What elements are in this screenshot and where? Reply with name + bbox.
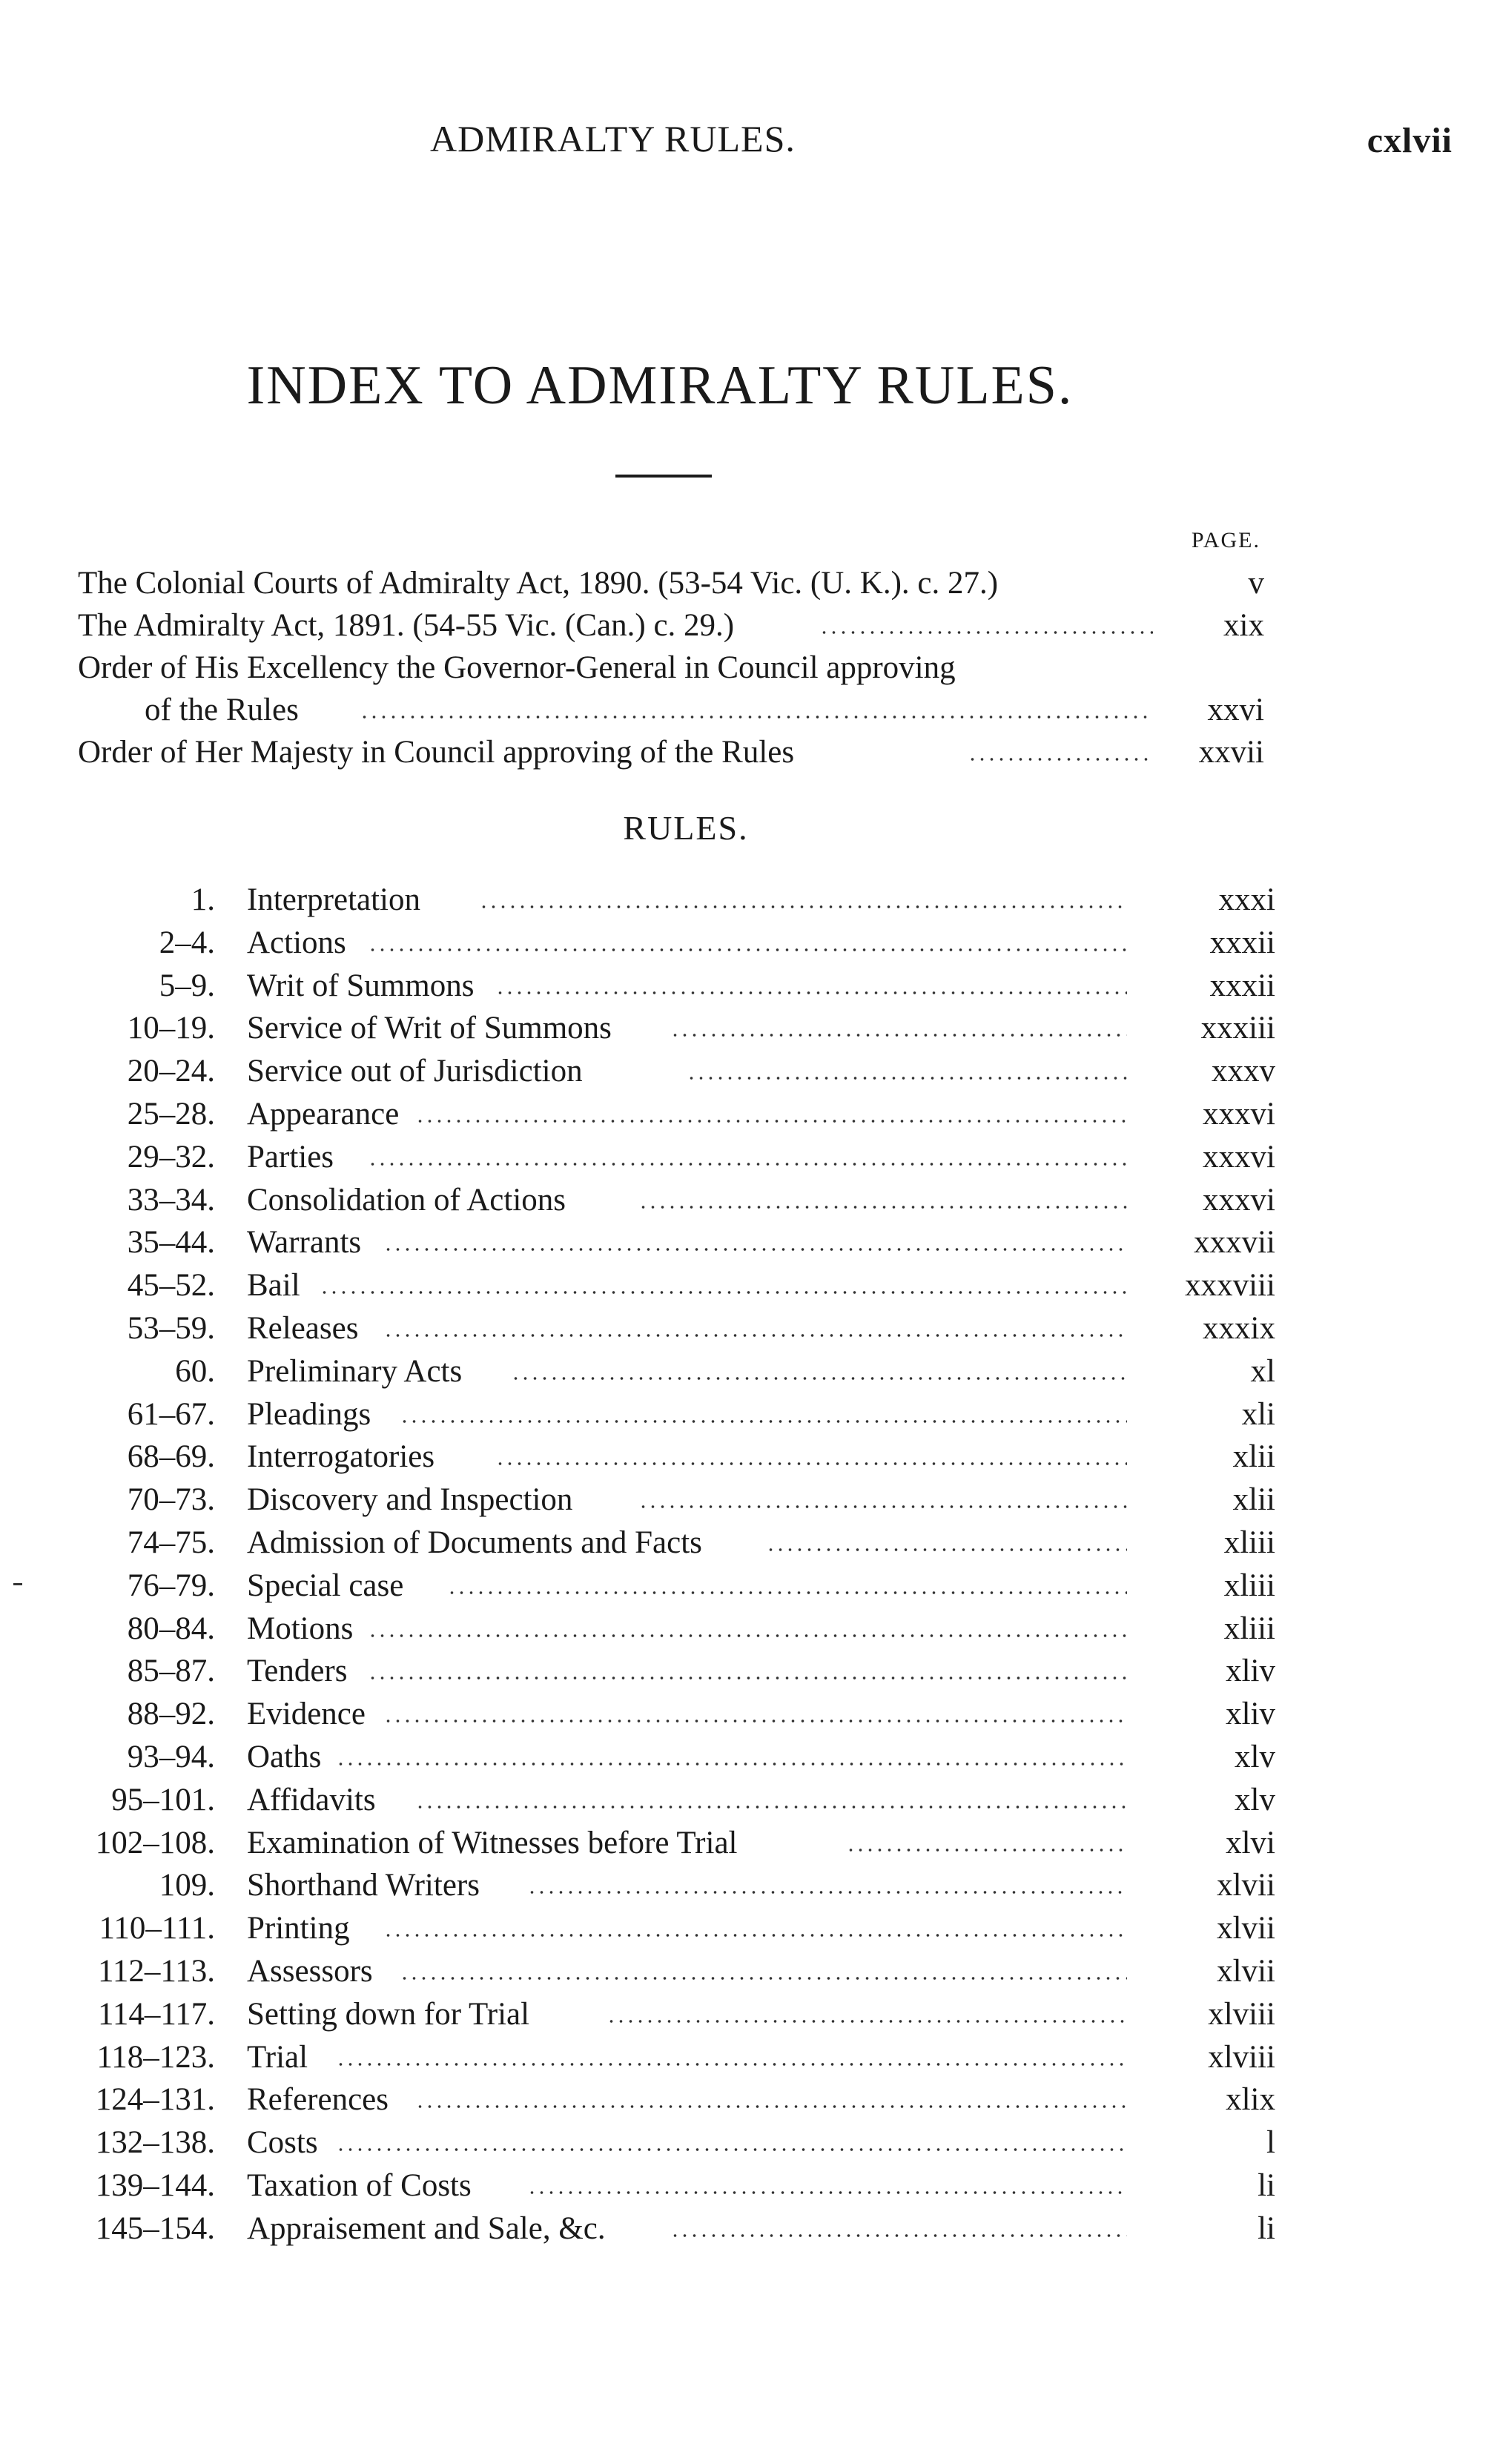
rule-entry bbox=[0, 1864, 1275, 1907]
dot-leader bbox=[447, 1590, 1127, 1596]
title-divider bbox=[615, 475, 712, 478]
rule-number: 33–34. bbox=[127, 1182, 215, 1218]
dot-leader bbox=[415, 1804, 1127, 1810]
rule-title: Writ of Summons bbox=[247, 968, 475, 1003]
rule-entry bbox=[0, 1350, 1275, 1393]
rule-page: xliv bbox=[1226, 1697, 1275, 1732]
rule-entry bbox=[0, 1907, 1275, 1950]
preliminary-entry bbox=[78, 604, 1264, 647]
dot-leader bbox=[638, 1204, 1127, 1210]
rule-title: Printing bbox=[247, 1911, 350, 1946]
rule-number: 118–123. bbox=[96, 2039, 215, 2075]
entry-title: The Colonial Courts of Admiralty Act, 1890. (53-54 Vic. (U. K.). c. 27.) bbox=[78, 566, 999, 601]
rule-entry bbox=[0, 1779, 1275, 1822]
rule-number: 85–87. bbox=[127, 1654, 215, 1689]
margin-mark bbox=[13, 1583, 22, 1585]
rule-page: xlii bbox=[1232, 1482, 1275, 1518]
preliminary-entries bbox=[78, 562, 1264, 773]
dot-leader bbox=[336, 2147, 1127, 2153]
rule-title: Bail bbox=[247, 1268, 300, 1304]
rule-title: Warrants bbox=[247, 1225, 362, 1261]
dot-leader bbox=[819, 630, 1153, 635]
rule-page: xxxvii bbox=[1194, 1225, 1275, 1261]
rule-title: Releases bbox=[247, 1310, 359, 1346]
rule-number: 132–138. bbox=[95, 2125, 215, 2161]
rule-page: xlvii bbox=[1217, 1953, 1275, 1989]
rule-entry bbox=[0, 1007, 1275, 1050]
dot-leader bbox=[336, 2061, 1127, 2067]
rule-number: 145–154. bbox=[95, 2210, 215, 2246]
dot-leader bbox=[638, 1504, 1127, 1510]
rule-title: Pleadings bbox=[247, 1396, 371, 1432]
dot-leader bbox=[320, 1289, 1127, 1295]
rule-title: Service of Writ of Summons bbox=[247, 1011, 612, 1046]
rule-number: 139–144. bbox=[95, 2167, 215, 2203]
rule-entry bbox=[0, 1950, 1275, 1993]
entry-title: Order of Her Majesty in Council approving of the Rules bbox=[78, 735, 795, 770]
rule-number: 74–75. bbox=[127, 1525, 215, 1560]
dot-leader bbox=[527, 1889, 1127, 1895]
page-title: INDEX TO ADMIRALTY RULES. bbox=[246, 355, 1074, 416]
rule-page: xlviii bbox=[1208, 2039, 1275, 2075]
rule-number: 112–113. bbox=[97, 1953, 215, 1989]
rule-entry bbox=[0, 1136, 1275, 1179]
rule-title: Tenders bbox=[247, 1654, 348, 1689]
rule-title: Taxation of Costs bbox=[247, 2167, 472, 2203]
dot-leader bbox=[479, 904, 1127, 910]
rule-entry bbox=[0, 2164, 1275, 2207]
rule-page: xliii bbox=[1223, 1568, 1275, 1603]
rule-page: xli bbox=[1241, 1396, 1275, 1432]
rule-number: 68–69. bbox=[127, 1439, 215, 1475]
dot-leader bbox=[383, 1718, 1127, 1724]
dot-leader bbox=[687, 1075, 1127, 1081]
entry-page: xxvii bbox=[1198, 735, 1264, 770]
dot-leader bbox=[495, 990, 1127, 996]
rules-index-list bbox=[0, 879, 1275, 2250]
dot-leader bbox=[368, 1161, 1127, 1167]
preliminary-entry bbox=[78, 562, 1264, 604]
entry-title: The Admiralty Act, 1891. (54-55 Vic. (Can.) c. 29.) bbox=[78, 608, 735, 643]
rule-title: Examination of Witnesses before Trial bbox=[247, 1825, 738, 1860]
rule-entry bbox=[0, 1993, 1275, 2036]
rule-entry bbox=[0, 1393, 1275, 1436]
rule-number: 76–79. bbox=[127, 1568, 215, 1603]
rule-number: 53–59. bbox=[127, 1310, 215, 1346]
dot-leader bbox=[336, 1761, 1127, 1767]
rule-title: Shorthand Writers bbox=[247, 1868, 480, 1903]
rule-number: 20–24. bbox=[127, 1054, 215, 1089]
dot-leader bbox=[360, 714, 1153, 720]
rule-number: 93–94. bbox=[127, 1739, 215, 1774]
dot-leader bbox=[383, 1932, 1127, 1938]
rule-page: xlv bbox=[1235, 1782, 1275, 1817]
entry-title: Order of His Excellency the Governor-General in Council approving bbox=[78, 650, 956, 685]
rule-number: 60. bbox=[175, 1353, 215, 1389]
rule-entry bbox=[0, 1264, 1275, 1307]
rule-page: xxxviii bbox=[1185, 1268, 1275, 1304]
rule-number: 114–117. bbox=[97, 1996, 215, 2032]
dot-leader bbox=[368, 947, 1127, 953]
dot-leader bbox=[495, 1461, 1127, 1467]
rule-title: Setting down for Trial bbox=[247, 1996, 530, 2032]
dot-leader bbox=[368, 1633, 1127, 1639]
rule-entry bbox=[0, 2036, 1275, 2079]
rule-number: 110–111. bbox=[99, 1911, 215, 1946]
preliminary-entry bbox=[78, 647, 1264, 689]
rule-entry bbox=[0, 2078, 1275, 2121]
dot-leader bbox=[527, 2190, 1127, 2196]
rule-page: xliii bbox=[1223, 1525, 1275, 1560]
rule-number: 45–52. bbox=[127, 1268, 215, 1304]
rule-entry bbox=[0, 1050, 1275, 1093]
dot-leader bbox=[383, 1246, 1127, 1252]
rule-entry bbox=[0, 1221, 1275, 1264]
rule-page: xxxi bbox=[1218, 882, 1275, 917]
dot-leader bbox=[368, 1675, 1127, 1681]
rule-entry bbox=[0, 1822, 1275, 1865]
rule-page: li bbox=[1258, 2210, 1275, 2246]
dot-leader bbox=[766, 1547, 1127, 1553]
rule-page: xlvii bbox=[1217, 1868, 1275, 1903]
rule-title: Interrogatories bbox=[247, 1439, 435, 1475]
rule-title: Consolidation of Actions bbox=[247, 1182, 566, 1218]
rule-entry bbox=[0, 1693, 1275, 1736]
rule-number: 2–4. bbox=[159, 925, 215, 960]
rule-title: Interpretation bbox=[247, 882, 421, 917]
dot-leader bbox=[511, 1375, 1127, 1381]
rule-title: Oaths bbox=[247, 1739, 322, 1774]
entry-title-continued: of the Rules bbox=[145, 693, 299, 727]
rule-entry bbox=[0, 965, 1275, 1008]
dot-leader bbox=[400, 1975, 1127, 1981]
rule-entry bbox=[0, 1522, 1275, 1565]
rule-page: xxxiii bbox=[1200, 1011, 1275, 1046]
rule-title: Motions bbox=[247, 1611, 354, 1646]
rule-number: 1. bbox=[191, 882, 215, 917]
page-column-label: PAGE. bbox=[1191, 528, 1260, 552]
rule-page: xl bbox=[1250, 1353, 1275, 1389]
rule-title: Evidence bbox=[247, 1697, 366, 1732]
rule-title: Costs bbox=[247, 2125, 318, 2161]
rule-number: 80–84. bbox=[127, 1611, 215, 1646]
rule-title: Trial bbox=[247, 2039, 308, 2075]
dot-leader bbox=[415, 1118, 1127, 1124]
rule-page: xlix bbox=[1226, 2082, 1275, 2118]
rule-entry bbox=[0, 922, 1275, 965]
dot-leader bbox=[383, 1332, 1127, 1338]
rule-entry bbox=[0, 2207, 1275, 2250]
entry-page: v bbox=[1248, 566, 1264, 601]
preliminary-entry bbox=[78, 731, 1264, 773]
rule-page: xliii bbox=[1223, 1611, 1275, 1646]
rule-entry bbox=[0, 1650, 1275, 1693]
rule-number: 95–101. bbox=[111, 1782, 215, 1817]
rules-heading: RULES. bbox=[623, 809, 749, 847]
preliminary-entry-continuation bbox=[78, 689, 1264, 731]
dot-leader bbox=[846, 1847, 1127, 1853]
rule-page: xxxvi bbox=[1203, 1182, 1275, 1218]
dot-leader bbox=[670, 2233, 1127, 2239]
rule-page: xxxvi bbox=[1203, 1096, 1275, 1132]
rule-number: 70–73. bbox=[127, 1482, 215, 1518]
rule-number: 29–32. bbox=[127, 1139, 215, 1175]
rule-entry bbox=[0, 1565, 1275, 1608]
rule-page: xlvii bbox=[1217, 1911, 1275, 1946]
rule-title: Parties bbox=[247, 1139, 334, 1175]
rule-number: 5–9. bbox=[159, 968, 215, 1003]
rule-title: Appearance bbox=[247, 1096, 400, 1132]
entry-page: xix bbox=[1223, 608, 1264, 643]
rule-entry bbox=[0, 1307, 1275, 1350]
rule-entry bbox=[0, 1179, 1275, 1222]
rule-title: Admission of Documents and Facts bbox=[247, 1525, 702, 1560]
dot-leader bbox=[400, 1418, 1127, 1424]
running-head: ADMIRALTY RULES. bbox=[430, 118, 796, 159]
rule-number: 88–92. bbox=[127, 1697, 215, 1732]
rule-title: Assessors bbox=[247, 1953, 373, 1989]
rule-title: Appraisement and Sale, &c. bbox=[247, 2210, 606, 2246]
rule-title: Affidavits bbox=[247, 1782, 376, 1817]
dot-leader bbox=[968, 756, 1153, 762]
rule-entry bbox=[0, 1436, 1275, 1479]
rule-entry bbox=[0, 1093, 1275, 1136]
rule-page: xlvi bbox=[1226, 1825, 1275, 1860]
rule-entry bbox=[0, 2121, 1275, 2164]
rule-number: 25–28. bbox=[127, 1096, 215, 1132]
rule-page: li bbox=[1258, 2167, 1275, 2203]
dot-leader bbox=[670, 1032, 1127, 1038]
rule-entry bbox=[0, 1736, 1275, 1779]
dot-leader bbox=[415, 2104, 1127, 2110]
page-number: cxlvii bbox=[1367, 121, 1453, 160]
rule-title: Preliminary Acts bbox=[247, 1353, 463, 1389]
rule-number: 124–131. bbox=[95, 2082, 215, 2118]
rule-number: 102–108. bbox=[95, 1825, 215, 1860]
rule-number: 35–44. bbox=[127, 1225, 215, 1261]
dot-leader bbox=[607, 2018, 1127, 2024]
rule-entry bbox=[0, 1608, 1275, 1651]
rule-entry bbox=[0, 879, 1275, 922]
rule-page: xxxix bbox=[1203, 1310, 1275, 1346]
rule-title: Discovery and Inspection bbox=[247, 1482, 573, 1518]
rule-title: Service out of Jurisdiction bbox=[247, 1054, 583, 1089]
rule-page: xxxii bbox=[1209, 925, 1275, 960]
rule-page: l bbox=[1266, 2125, 1275, 2161]
rule-title: Special case bbox=[247, 1568, 404, 1603]
rule-page: xliv bbox=[1226, 1654, 1275, 1689]
rule-number: 109. bbox=[159, 1868, 215, 1903]
rule-page: xxxv bbox=[1212, 1054, 1275, 1089]
rule-page: xlviii bbox=[1208, 1996, 1275, 2032]
rule-page: xlii bbox=[1232, 1439, 1275, 1475]
rule-page: xxxvi bbox=[1203, 1139, 1275, 1175]
rule-title: Actions bbox=[247, 925, 346, 960]
rule-page: xlv bbox=[1235, 1739, 1275, 1774]
rule-number: 10–19. bbox=[127, 1011, 215, 1046]
rule-entry bbox=[0, 1479, 1275, 1522]
entry-page: xxvi bbox=[1207, 693, 1264, 727]
rule-page: xxxii bbox=[1209, 968, 1275, 1003]
rule-number: 61–67. bbox=[127, 1396, 215, 1432]
rule-title: References bbox=[247, 2082, 389, 2118]
